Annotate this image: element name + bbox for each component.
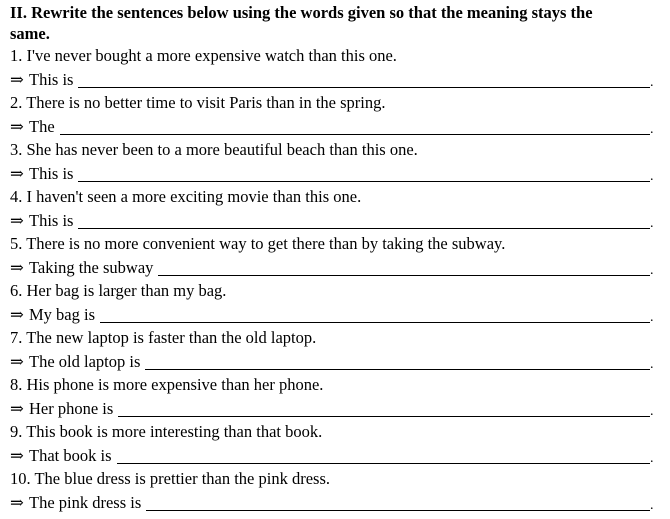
end-period: . bbox=[650, 357, 654, 372]
arrow-icon: ⇒ bbox=[10, 69, 24, 89]
answer-blank[interactable] bbox=[60, 117, 650, 135]
original-sentence: 3. She has never been to a more beautiful beach than this one. bbox=[10, 140, 418, 159]
exercise-item-3 bbox=[10, 138, 655, 185]
rewrite-line[interactable] bbox=[10, 209, 655, 233]
end-period: . bbox=[650, 169, 654, 184]
arrow-icon: ⇒ bbox=[10, 492, 24, 512]
exercise-item-5 bbox=[10, 232, 655, 279]
rewrite-line[interactable] bbox=[10, 350, 655, 374]
end-period: . bbox=[650, 216, 654, 231]
arrow-icon: ⇒ bbox=[10, 304, 24, 324]
rewrite-line[interactable] bbox=[10, 68, 655, 92]
end-period: . bbox=[650, 498, 654, 513]
sentence-starter: Her phone is bbox=[29, 398, 114, 418]
original-sentence: 4. I haven't seen a more exciting movie than this one. bbox=[10, 187, 362, 206]
original-sentence: 1. I've never bought a more expensive watch than this one. bbox=[10, 46, 397, 65]
end-period: . bbox=[650, 263, 654, 278]
end-period: . bbox=[650, 310, 654, 325]
exercise-item-7 bbox=[10, 326, 655, 373]
sentence-starter: This is bbox=[29, 210, 74, 230]
answer-blank[interactable] bbox=[78, 211, 650, 229]
rewrite-line[interactable] bbox=[10, 303, 655, 327]
rewrite-line[interactable] bbox=[10, 256, 655, 280]
heading-line-2: same. bbox=[10, 24, 50, 43]
end-period: . bbox=[650, 75, 654, 90]
exercise-item-8 bbox=[10, 373, 655, 420]
sentence-starter: The pink dress is bbox=[29, 492, 142, 512]
arrow-icon: ⇒ bbox=[10, 445, 24, 465]
rewrite-line[interactable] bbox=[10, 444, 655, 468]
answer-blank[interactable] bbox=[78, 164, 650, 182]
original-sentence: 8. His phone is more expensive than her phone. bbox=[10, 375, 324, 394]
answer-blank[interactable] bbox=[118, 399, 650, 417]
arrow-icon: ⇒ bbox=[10, 351, 24, 371]
answer-blank[interactable] bbox=[158, 258, 650, 276]
sentence-starter: This is bbox=[29, 163, 74, 183]
worksheet bbox=[10, 0, 655, 514]
rewrite-line[interactable] bbox=[10, 115, 655, 139]
exercise-item-6 bbox=[10, 279, 655, 326]
answer-blank[interactable] bbox=[117, 446, 651, 464]
exercise-item-9 bbox=[10, 420, 655, 467]
exercise-list bbox=[10, 44, 655, 514]
exercise-item-2 bbox=[10, 91, 655, 138]
sentence-starter: The bbox=[29, 116, 55, 136]
original-sentence: 7. The new laptop is faster than the old laptop. bbox=[10, 328, 317, 347]
exercise-heading bbox=[10, 0, 655, 44]
original-sentence: 9. This book is more interesting than that book. bbox=[10, 422, 323, 441]
answer-blank[interactable] bbox=[78, 70, 650, 88]
arrow-icon: ⇒ bbox=[10, 257, 24, 277]
arrow-icon: ⇒ bbox=[10, 210, 24, 230]
answer-blank[interactable] bbox=[146, 493, 650, 511]
exercise-item-4 bbox=[10, 185, 655, 232]
arrow-icon: ⇒ bbox=[10, 163, 24, 183]
answer-blank[interactable] bbox=[145, 352, 650, 370]
rewrite-line[interactable] bbox=[10, 397, 655, 421]
heading-line-1: II. Rewrite the sentences below using the words given so that the meaning stays the bbox=[10, 3, 593, 22]
arrow-icon: ⇒ bbox=[10, 398, 24, 418]
end-period: . bbox=[650, 122, 654, 137]
exercise-item-1 bbox=[10, 44, 655, 91]
original-sentence: 6. Her bag is larger than my bag. bbox=[10, 281, 227, 300]
sentence-starter: This is bbox=[29, 69, 74, 89]
end-period: . bbox=[650, 404, 654, 419]
sentence-starter: That book is bbox=[29, 445, 112, 465]
answer-blank[interactable] bbox=[100, 305, 650, 323]
sentence-starter: The old laptop is bbox=[29, 351, 141, 371]
sentence-starter: My bag is bbox=[29, 304, 95, 324]
end-period: . bbox=[650, 451, 654, 466]
sentence-starter: Taking the subway bbox=[29, 257, 154, 277]
arrow-icon: ⇒ bbox=[10, 116, 24, 136]
exercise-item-10 bbox=[10, 467, 655, 514]
original-sentence: 10. The blue dress is prettier than the pink dress. bbox=[10, 469, 331, 488]
rewrite-line[interactable] bbox=[10, 491, 655, 515]
original-sentence: 2. There is no better time to visit Paris than in the spring. bbox=[10, 93, 386, 112]
rewrite-line[interactable] bbox=[10, 162, 655, 186]
original-sentence: 5. There is no more convenient way to get there than by taking the subway. bbox=[10, 234, 506, 253]
